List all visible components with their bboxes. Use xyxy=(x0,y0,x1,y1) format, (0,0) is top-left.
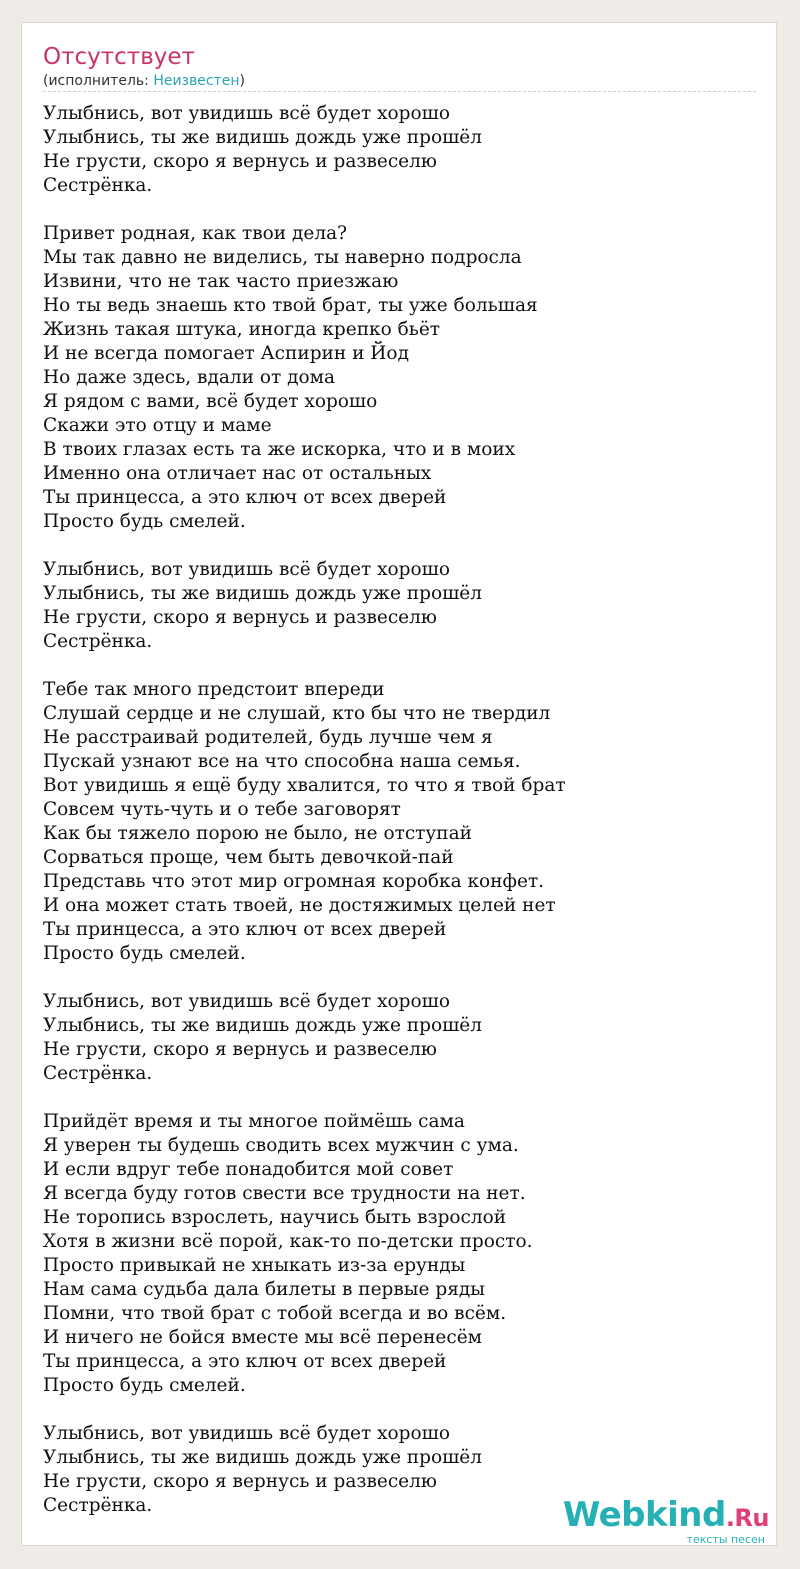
lyric-line: Сорваться проще, чем быть девочкой-пай xyxy=(43,847,454,868)
lyric-line: Скажи это отцу и маме xyxy=(43,415,272,436)
lyric-line: Вот увидишь я ещё буду хвалится, то что я твой брат xyxy=(43,775,566,796)
logo-tagline: тексты песен xyxy=(686,1533,765,1546)
lyric-line: Улыбнись, вот увидишь всё будет хорошо xyxy=(43,1423,450,1444)
lyric-line: Извини, что не так часто приезжаю xyxy=(43,271,399,292)
lyrics-body xyxy=(43,102,758,1518)
lyric-line: Сестрёнка. xyxy=(43,1495,153,1516)
lyric-line: Улыбнись, ты же видишь дождь уже прошёл xyxy=(43,127,482,148)
lyric-line: Не грусти, скоро я вернусь и развеселю xyxy=(43,1471,437,1492)
lyric-line: Я всегда буду готов свести все трудности на нет. xyxy=(43,1183,526,1204)
stanza-gap xyxy=(43,1398,758,1422)
artist-link[interactable]: Неизвестен xyxy=(153,73,240,89)
stanza-gap xyxy=(43,966,758,990)
lyric-line: В твоих глазах есть та же искорка, что и в моих xyxy=(43,439,516,460)
lyric-line: И если вдруг тебе понадобится мой совет xyxy=(43,1159,454,1180)
lyric-line: Просто привыкай не хныкать из-за ерунды xyxy=(43,1255,466,1276)
lyric-line: Сестрёнка. xyxy=(43,1063,153,1084)
lyric-line: Мы так давно не виделись, ты наверно подросла xyxy=(43,247,522,268)
lyric-line: Не расстраивай родителей, будь лучше чем я xyxy=(43,727,493,748)
lyric-line: Привет родная, как твои дела? xyxy=(43,223,348,244)
lyric-line: Сестрёнка. xyxy=(43,631,153,652)
site-logo[interactable] xyxy=(563,1497,769,1546)
lyric-line: И она может стать твоей, не достяжимых целей нет xyxy=(43,895,556,916)
lyric-line: Помни, что твой брат с тобой всегда и во всём. xyxy=(43,1303,507,1324)
stanza-gap xyxy=(43,534,758,558)
artist-suffix: ) xyxy=(239,73,245,89)
lyric-line: Именно она отличает нас от остальных xyxy=(43,463,432,484)
artist-line xyxy=(43,72,245,90)
song-title: Отсутствует xyxy=(43,44,195,70)
lyric-line: Ты принцесса, а это ключ от всех дверей xyxy=(43,1351,447,1372)
lyric-line: Но даже здесь, вдали от дома xyxy=(43,367,336,388)
lyric-line: Нам сама судьба дала билеты в первые ряды xyxy=(43,1279,485,1300)
stanza-gap xyxy=(43,654,758,678)
lyric-line: Улыбнись, ты же видишь дождь уже прошёл xyxy=(43,1447,482,1468)
lyric-line: Но ты ведь знаешь кто твой брат, ты уже большая xyxy=(43,295,538,316)
lyric-line: Не торопись взрослеть, научись быть взрослой xyxy=(43,1207,507,1228)
lyric-line: Пускай узнают все на что способна наша семья. xyxy=(43,751,521,772)
lyric-line: Не грусти, скоро я вернусь и развеселю xyxy=(43,1039,437,1060)
artist-prefix: (исполнитель: xyxy=(43,73,154,89)
lyric-line: Как бы тяжело порою не было, не отступай xyxy=(43,823,472,844)
lyric-line: Улыбнись, ты же видишь дождь уже прошёл xyxy=(43,583,482,604)
lyric-line: Слушай сердце и не слушай, кто бы что не твердил xyxy=(43,703,551,724)
lyric-line: Улыбнись, вот увидишь всё будет хорошо xyxy=(43,991,450,1012)
lyric-line: Ты принцесса, а это ключ от всех дверей xyxy=(43,487,447,508)
lyric-line: Жизнь такая штука, иногда крепко бьёт xyxy=(43,319,441,340)
logo-wordmark xyxy=(563,1497,769,1536)
lyric-line: Я уверен ты будешь сводить всех мужчин с ума. xyxy=(43,1135,519,1156)
lyric-line: И не всегда помогает Аспирин и Йод xyxy=(43,343,409,364)
lyric-line: Улыбнись, вот увидишь всё будет хорошо xyxy=(43,559,450,580)
lyric-line: Улыбнись, вот увидишь всё будет хорошо xyxy=(43,103,450,124)
lyric-line: Просто будь смелей. xyxy=(43,1375,246,1396)
lyric-line: Представь что этот мир огромная коробка конфет. xyxy=(43,871,545,892)
lyric-line: И ничего не бойся вместе мы всё перенесём xyxy=(43,1327,483,1348)
title-divider xyxy=(43,91,756,92)
lyric-line: Я рядом с вами, всё будет хорошо xyxy=(43,391,378,412)
lyric-line: Ты принцесса, а это ключ от всех дверей xyxy=(43,919,447,940)
lyric-line: Хотя в жизни всё порой, как-то по-детски просто. xyxy=(43,1231,533,1252)
lyric-line: Просто будь смелей. xyxy=(43,943,246,964)
lyric-line: Сестрёнка. xyxy=(43,175,153,196)
stanza-gap xyxy=(43,1086,758,1110)
lyrics-card xyxy=(21,22,777,1546)
lyric-line: Не грусти, скоро я вернусь и развеселю xyxy=(43,151,437,172)
lyric-line: Просто будь смелей. xyxy=(43,511,246,532)
lyric-line: Прийдёт время и ты многое поймёшь сама xyxy=(43,1111,465,1132)
logo-name: Webkind xyxy=(562,1495,726,1535)
lyric-line: Улыбнись, ты же видишь дождь уже прошёл xyxy=(43,1015,482,1036)
lyric-line: Не грусти, скоро я вернусь и развеселю xyxy=(43,607,437,628)
stanza-gap xyxy=(43,198,758,222)
lyric-line: Тебе так много предстоит впереди xyxy=(43,679,385,700)
logo-tld: .Ru xyxy=(725,1504,769,1532)
lyric-line: Совсем чуть-чуть и о тебе заговорят xyxy=(43,799,401,820)
